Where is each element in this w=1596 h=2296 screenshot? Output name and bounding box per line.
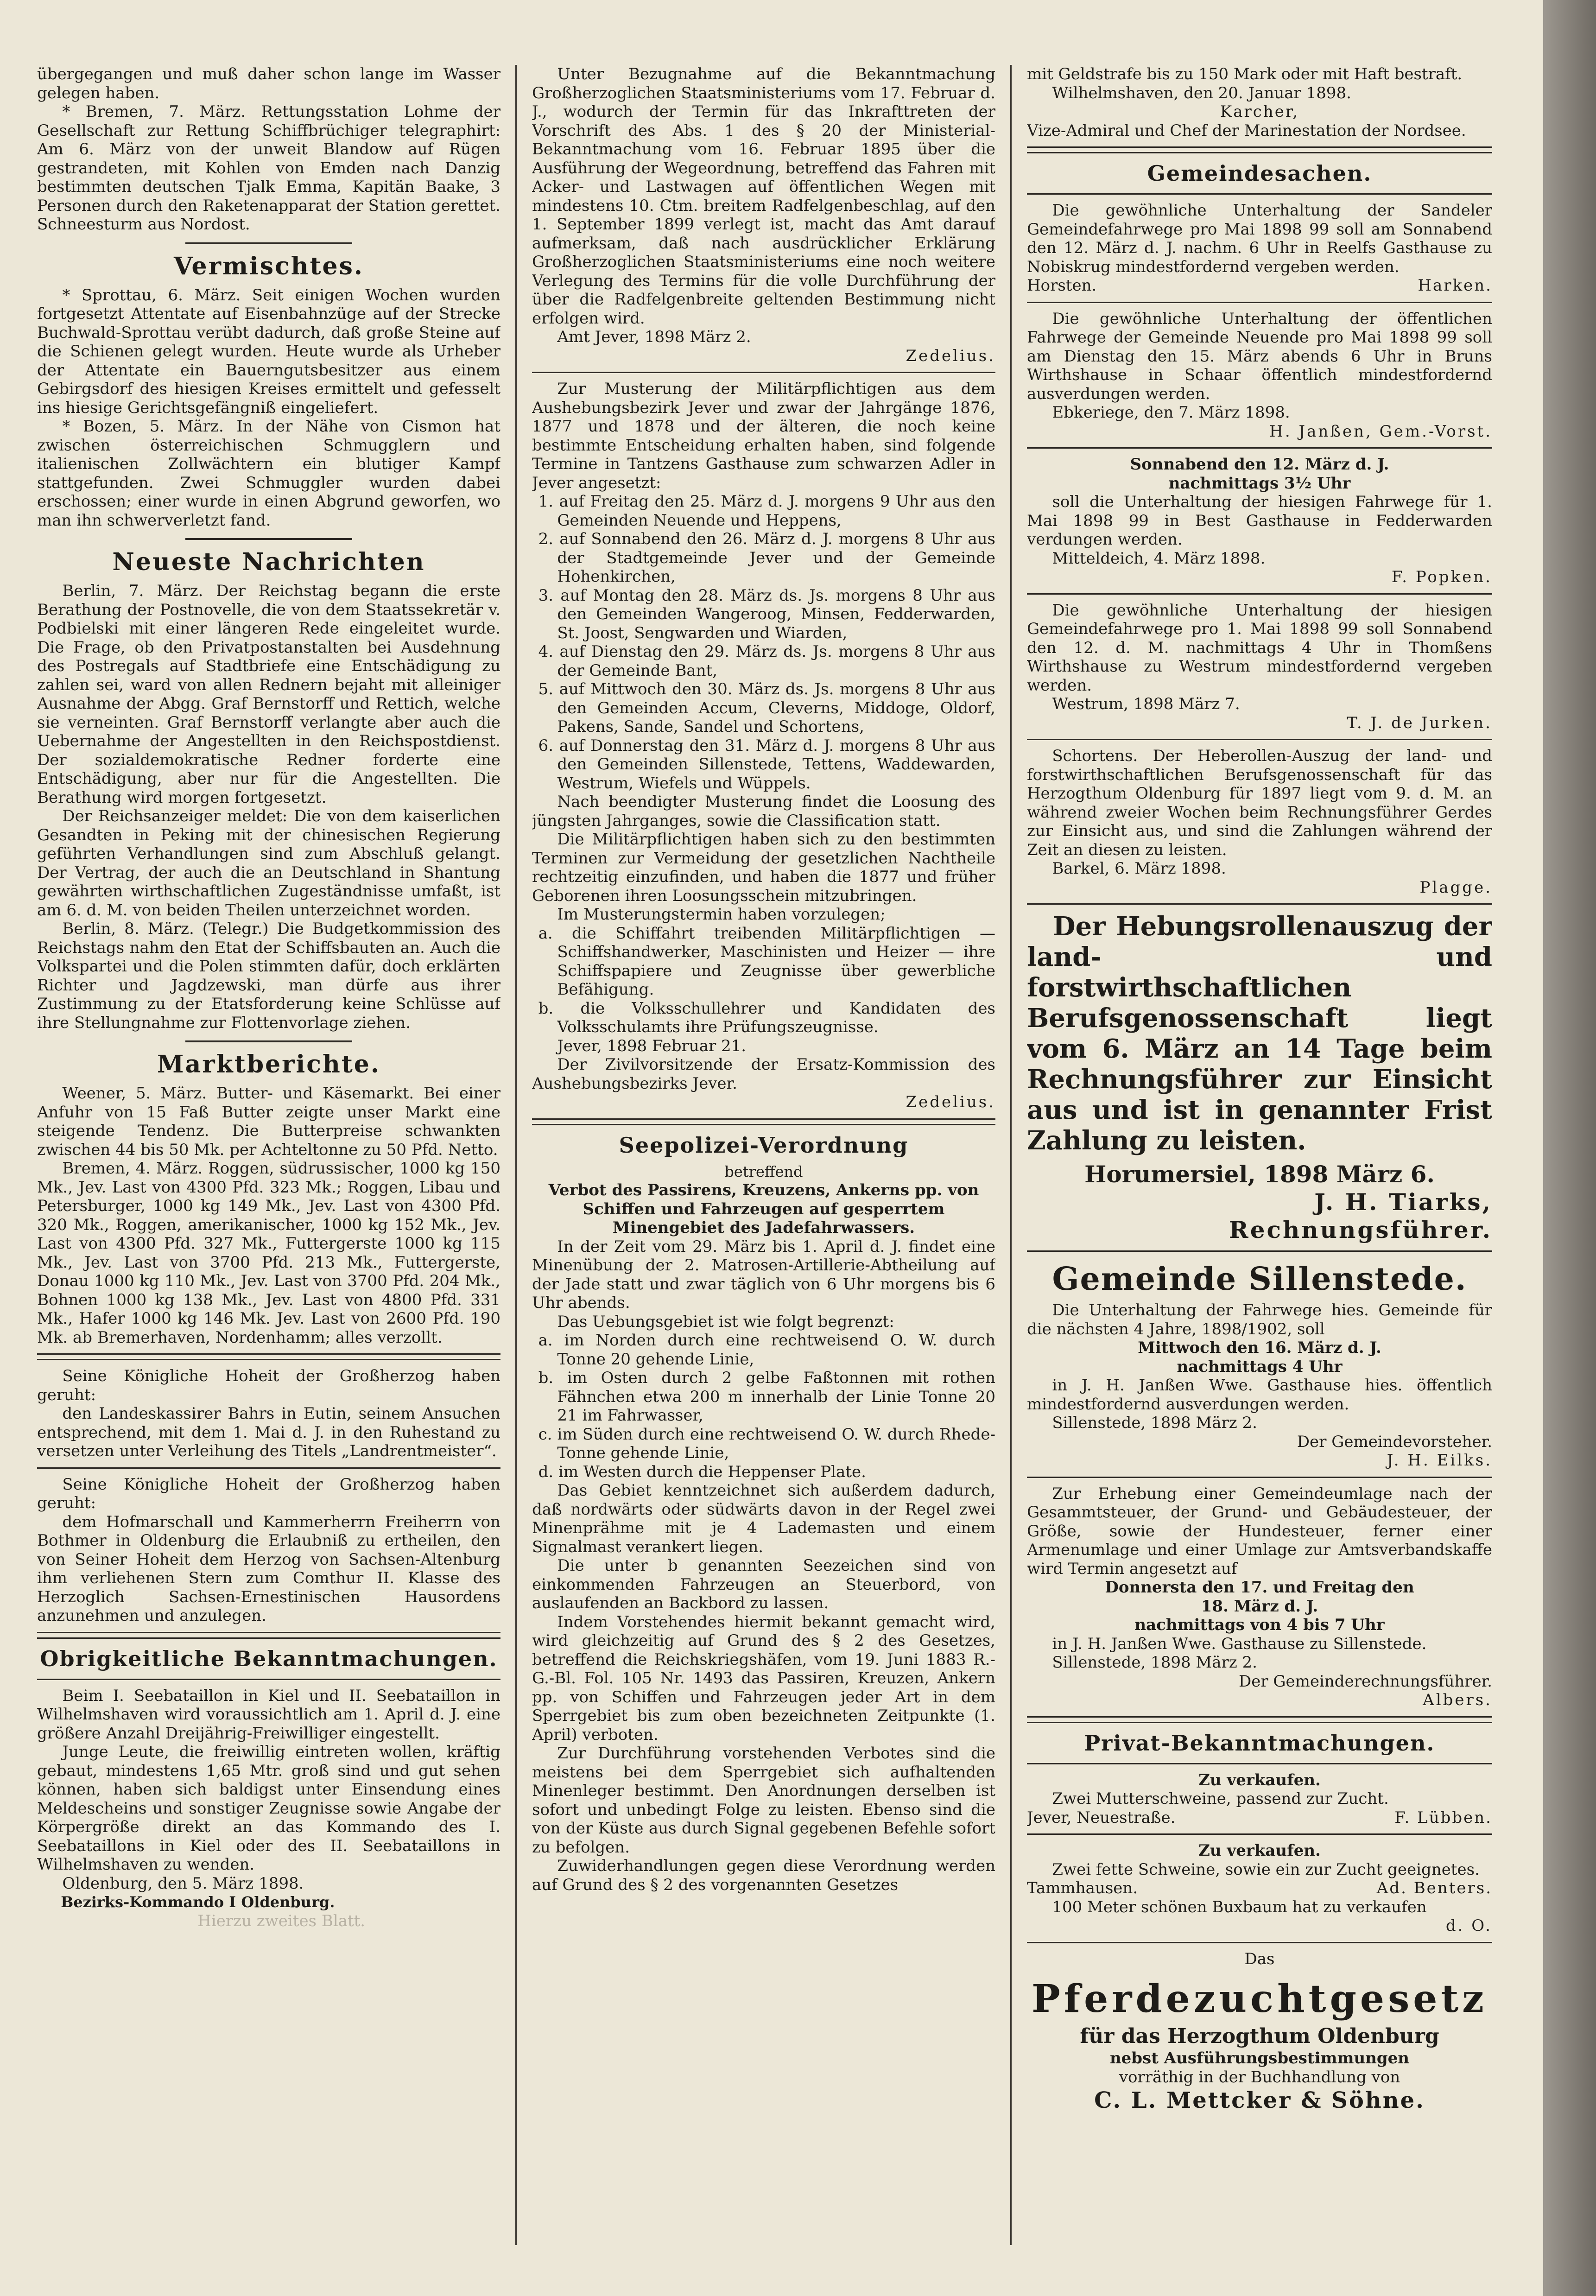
- heading-seepolizei: Seepolizei-Verordnung: [619, 1132, 909, 1158]
- termine-list: [532, 492, 995, 793]
- ad-text: Zwei Mutterschweine, passend zur Zucht.: [1052, 1789, 1389, 1808]
- section-rule: [185, 538, 352, 540]
- heading-sub: betreffend: [724, 1162, 803, 1180]
- vorzulegen-list: [532, 924, 995, 1037]
- notice-zuwiderhandlungen: Zuwiderhandlungen gegen diese Verordnung werden auf Grund des § 2 des vorgenannten Gesetzes: [532, 1857, 995, 1894]
- notice-role: Der Gemeinderechnungsführer.: [1238, 1672, 1492, 1691]
- section-double-rule: [1027, 146, 1492, 153]
- notice-signature-title: Vize-Admiral und Chef der Marinestation der Nordsee.: [1027, 121, 1466, 140]
- section-rule: [1027, 1942, 1492, 1943]
- notice-signature: Zedelius.: [906, 346, 995, 365]
- gebiet-list: [532, 1331, 995, 1481]
- heading-obrigkeitliche: Obrigkeitliche Bekanntmachungen.: [40, 1646, 498, 1671]
- notice-junge-leute: Junge Leute, die freiwillig eintreten wollen, kräftig gebaut, mindestens 1,65 Mtr. groß sind und gut sehen können, haben sich baldigst unter Einsendung eines Meldescheins und sonstiger Zeugnisse sowie Angabe der Körpergröße direkt an das Kommando des I. Seebataillons in Kiel oder des II. Seebataillons in Wilhelmshaven zu wenden.: [37, 1743, 500, 1874]
- notice-date: Mitteldeich, 4. März 1898.: [1052, 549, 1266, 568]
- notice-signature: J. H. Eilks.: [1387, 1451, 1492, 1470]
- notice-fedderwarden: soll die Unterhaltung der hiesigen Fahrwege für 1. Mai 1898 99 in Best Gasthause in Fedderwarden verdungen werden.: [1027, 493, 1492, 549]
- ad-heading: Zu verkaufen.: [1198, 1841, 1321, 1860]
- signature-left: Jever, Neuestraße.: [1027, 1808, 1176, 1827]
- notice-hebungsrolle: Der Hebungsrollenauszug der land- und forstwirthschaftlichen Berufsgenossenschaft liegt vom 6. März an 14 Tage beim Rechnungsführer zur Einsicht aus und ist in genannter Frist Zahlung zu leisten.: [1027, 911, 1492, 1156]
- notice-signature: F. Popken.: [1391, 568, 1492, 586]
- list-item: 5. auf Mittwoch den 30. März ds. Js. morgens 8 Uhr aus den Gemeinden Accum, Cleverns, Middoge, Oldorf, Pakens, Sande, Sandel und Schortens,: [538, 680, 995, 736]
- heading-neueste-nachrichten: Neueste Nachrichten: [112, 548, 425, 576]
- heading-verbot: Verbot des Passirens, Kreuzens, Ankerns pp. von Schiffen und Fahrzeugen auf gesperrtem Minengebiet des Jadefahrwassers.: [548, 1181, 979, 1237]
- article-bremen: * Bremen, 7. März. Rettungsstation Lohme der Gesellschaft zur Rettung Schiffbrüchiger telegraphirt: Am 6. März von der unweit Blandow auf Rügen gestrandeten, mit Kohlen von Emden nach Danzig bestimmten deutschen Tjalk Emma, Kapitän Baake, 3 Personen durch den Raketenapparat der Station gerettet. Schneesturm aus Nordost.: [37, 102, 500, 234]
- notice-role: Der Gemeindevorsteher.: [1297, 1432, 1492, 1451]
- notice-date: Amt Jever, 1898 März 2.: [557, 328, 751, 346]
- notice-time-line: Mittwoch den 16. März d. J.: [1138, 1338, 1381, 1357]
- notice-hoheit-1-detail: den Landeskassirer Bahrs in Eutin, seinem Ansuchen entsprechend, mit dem 1. Mai d. J. in den Ruhestand zu versetzen unter Verleihung des Titels „Landrentmeister“.: [37, 1404, 500, 1460]
- section-rule: [1027, 739, 1492, 740]
- section-rule: [1027, 1833, 1492, 1835]
- notice-signature: Zedelius.: [906, 1093, 995, 1111]
- heading-privat: Privat-Bekanntmachungen.: [1084, 1730, 1435, 1756]
- list-item: 3. auf Montag den 28. März ds. Js. morgens 8 Uhr aus den Gemeinden Wangeroog, Minsen, Fedderwarden, St. Joost, Sengwarden und Wiarden,: [538, 586, 995, 642]
- ad-subheading: für das Herzogthum Oldenburg: [1080, 2024, 1439, 2048]
- article-weener: Weener, 5. März. Butter- und Käsemarkt. Bei einer Anfuhr von 15 Faß Butter zeigte unser Markt eine steigende Tendenz. Die Butterpreise schwankten zwischen 44 bis 50 Mk. per Achteltonne zu 50 Pfd. Netto.: [37, 1084, 500, 1159]
- page-edge-shadow: [1543, 0, 1596, 2296]
- section-rule: [37, 1467, 500, 1469]
- column-right: [1027, 65, 1492, 2277]
- notice-radfelgen: Unter Bezugnahme auf die Bekanntmachung Großherzoglichen Staatsministeriums vom 17. Februar d. J., wodurch der Termin für das Inkrafttreten der Vorschrift des Abs. 1 des § 20 der Ministerial-Bekanntmachung vom 16. Februar 1895 über die Ausführung der Wegeordnung, betreffend das Fahren mit Acker- und Lastwagen auf öffentlichen Wegen mit mindestens 10. Ctm. breitem Radfelgenbeschlag, auf den 1. September 1899 verlegt ist, macht das Amt darauf aufmerksam, daß nach ausdrücklicher Erklärung Großherzoglichen Staatsministeriums eine noch weitere Verlegung des Termins für die volle Durchführung der über die Radfelgenbreite geltenden Bestimmung nicht erfolgen wird.: [532, 65, 995, 328]
- notice-time-line: Sonnabend den 12. März d. J.: [1130, 455, 1389, 474]
- notice-time-line: 18. März d. J.: [1201, 1597, 1318, 1616]
- ad-heading: Zu verkaufen.: [1198, 1770, 1321, 1789]
- heading-marktberichte: Marktberichte.: [157, 1050, 380, 1078]
- notice-durchfuehrung: Zur Durchführung vorstehenden Verbotes sind die meistens bei dem Sperrgebiet sich aufhaltenden Minenleger bestimmt. Den Anordnungen derselben ist sofort und unbedingt Folge zu leisten. Ebenso sind die von der Küste aus durch Signal gegebenen Befehle sofort zu befolgen.: [532, 1744, 995, 1857]
- section-double-rule: [1027, 1716, 1492, 1723]
- notice-date: Horumersiel, 1898 März 6.: [1084, 1161, 1435, 1188]
- ad-text: 100 Meter schönen Buxbaum hat zu verkaufen: [1052, 1897, 1427, 1916]
- signature-row: [1027, 276, 1492, 295]
- list-item: d. im Westen durch die Heppenser Plate.: [538, 1462, 866, 1481]
- heading-gemeindesachen: Gemeindesachen.: [1147, 161, 1372, 186]
- column-left: [37, 65, 500, 2277]
- notice-signature: d. O.: [1445, 1916, 1492, 1935]
- notice-date: Jever, 1898 Februar 21.: [557, 1036, 747, 1055]
- ad-subheading: nebst Ausführungsbestimmungen: [1109, 2049, 1410, 2068]
- signature-right: Ad. Benters.: [1376, 1879, 1492, 1897]
- notice-date: Ebkeriege, den 7. März 1898.: [1052, 403, 1290, 422]
- notice-seebataillon: Beim I. Seebataillon in Kiel und II. Seebataillon in Wilhelmshaven wird voraussichtlich am 1. April d. J. eine größere Anzahl Dreijährig-Freiwilliger eingestellt.: [37, 1686, 500, 1743]
- section-rule: [1027, 1250, 1492, 1252]
- section-rule: [1027, 447, 1492, 449]
- notice-time-line: nachmittags von 4 bis 7 Uhr: [1134, 1616, 1385, 1634]
- notice-hoheit-2: Seine Königliche Hoheit der Großherzog haben geruht:: [37, 1475, 500, 1512]
- notice-date: Sillenstede, 1898 März 2.: [1052, 1414, 1257, 1432]
- notice-signature: T. J. de Jurken.: [1347, 713, 1492, 732]
- section-rule: [185, 1040, 352, 1042]
- notice-sillenstede: Die Unterhaltung der Fahrwege hies. Gemeinde für die nächsten 4 Jahre, 1898/1902, soll: [1027, 1301, 1492, 1338]
- article-berlin-2: Berlin, 8. März. (Telegr.) Die Budgetkommission des Reichstags nahm den Etat der Schiffsbauten an. Auch die Volkspartei und die Polen stimmten dafür, doch erklärten Richter und Jagdzewski, man dürfe aus ihrer Zustimmung zu der Etatsforderung keine Schlüsse auf ihre Stellungnahme zur Flottenvorlage ziehen.: [37, 920, 500, 1032]
- notice-loosung: Nach beendigter Musterung findet die Loosung des jüngsten Jahrganges, sowie die Classification statt.: [532, 793, 995, 830]
- section-rule: [185, 242, 352, 244]
- notice-date: Oldenburg, den 5. März 1898.: [62, 1874, 304, 1893]
- ad-text: vorräthig in der Buchhandlung von: [1119, 2068, 1400, 2087]
- notice-hoheit-2-detail: dem Hofmarschall und Kammerherrn Freiherrn von Bothmer in Oldenburg die Erlaubniß zu ertheilen, den von Seiner Hoheit dem Herzog von Sachsen-Altenburg ihm verliehenen Stern zum Comthur II. Klasse des Herzoglich Sachsen-Ernestinischen Hausordens anzunehmen und anzulegen.: [37, 1512, 500, 1625]
- signature-row: [1027, 1808, 1492, 1827]
- notice-time-line: Donnersta den 17. und Freitag den: [1105, 1578, 1414, 1597]
- notice-musterung: Zur Musterung der Militärpflichtigen aus dem Aushebungsbezirk Jever und zwar der Jahrgänge 1876, 1877 und 1878 und der älteren, die noch keine bestimmte Entscheidung erhalten haben, sind folgende Termine in Tantzens Gasthause zum schwarzen Adler in Jever angesetzt:: [532, 380, 995, 492]
- list-item: 2. auf Sonnabend den 26. März d. J. morgens 8 Uhr aus der Stadtgemeinde Jever und der Gemeinde Hohenkirchen,: [538, 530, 995, 586]
- column-divider: [515, 65, 517, 2245]
- notice-signature-title: Rechnungsführer.: [1229, 1216, 1492, 1243]
- notice-signature: Plagge.: [1419, 878, 1492, 897]
- section-rule: [1027, 593, 1492, 595]
- notice-seezeichen: Die unter b genannten Seezeichen sind von einkommenden Fahrzeugen an Steuerbord, von auslaufenden an Backbord zu lassen.: [532, 1556, 995, 1612]
- list-item: b. die Volksschullehrer und Kandidaten des Volksschulamts ihre Prüfungszeugnisse.: [538, 999, 995, 1036]
- notice-continuation: mit Geldstrafe bis zu 150 Mark oder mit Haft bestraft.: [1027, 65, 1463, 83]
- notice-indem: Indem Vorstehendes hiermit bekannt gemacht wird, wird gleichzeitig auf Grund des § 2 des Gesetzes, betreffend die Reichskriegshäfen, vom 19. Juni 1883 R.-G.-Bl. Fol. 105 Nr. 1493 das Passiren, Kreuzen, Ankern pp. von Schiffen und Fahrzeugen jeder Art in dem Sperrgebiet bis zum oben bezeichneten Zeitpunkte (1. April) verboten.: [532, 1612, 995, 1744]
- section-rule: [1027, 1477, 1492, 1478]
- section-rule: [1027, 903, 1492, 905]
- section-double-rule: [37, 1353, 500, 1360]
- ad-text: Zwei fette Schweine, sowie ein zur Zucht geeignetes.: [1052, 1860, 1480, 1879]
- bleed-through-text: Hierzu zweites Blatt.: [197, 1911, 366, 1930]
- section-rule: [1027, 1763, 1492, 1764]
- article-bremen-market: Bremen, 4. März. Roggen, südrussischer, 1000 kg 150 Mk., Jev. Last von 4300 Pfd. 323 Mk.; Roggen, Libau und Petersburger, 1000 kg 149 Mk., Jev. Last von 4300 Pfd. 320 Mk., Roggen, amerikanischer, 1000 kg 152 Mk., Jev. Last von 4300 Pfd. 327 Mk., Futtergerste 1000 kg 115 Mk., Jev. Last von 3700 Pfd. 213 Mk., Futtergerste, Donau 1000 kg 110 Mk., Jev. Last von 3700 Pfd. 204 Mk., Bohnen 1000 kg 138 Mk., Jev. Last von 4800 Pfd. 331 Mk., Hafer 1000 kg 146 Mk. Jev. Last von 2600 Pfd. 190 Mk. ab Bremerhaven, Nordenhamm; alles verzollt.: [37, 1159, 500, 1347]
- notice-schortens: Schortens. Der Heberollen-Auszug der land- und forstwirthschaftlichen Berufsgenossenschaft für das Herzogthum Oldenburg für 1897 liegt vom 9. d. M. an während zweier Wochen beim Rechnungsführer Gerdes zur Einsicht aus, und sind die Zahlungen während der Zeit an diesen zu leisten.: [1027, 747, 1492, 859]
- list-item: b. im Osten durch 2 gelbe Faßtonnen mit rothen Fähnchen etwa 200 m innerhalb der Linie Tonne 20 21 im Fahrwasser,: [538, 1369, 995, 1425]
- ad-firm: C. L. Mettcker & Söhne.: [1094, 2087, 1425, 2113]
- notice-westrum: Die gewöhnliche Unterhaltung der hiesigen Gemeindefahrwege pro 1. Mai 1898 99 soll Sonnabend den 12. d. M. nachmittags 4 Uhr in Thomßens Wirthshause zu Westrum mindestfordernd vergeben werden.: [1027, 601, 1492, 695]
- signature-row: [1027, 1879, 1492, 1898]
- notice-uebungsgebiet: Das Uebungsgebiet ist wie folgt begrenzt:: [557, 1312, 894, 1331]
- notice-date: Barkel, 6. März 1898.: [1052, 859, 1226, 878]
- section-rule: [532, 372, 995, 373]
- column-divider: [1010, 65, 1012, 2245]
- section-rule: [37, 1679, 500, 1680]
- heading-pferdezuchtgesetz: Pferdezuchtgesetz: [1032, 1977, 1488, 2021]
- list-item: c. im Süden durch eine rechtweisend O. W. durch Rhede-Tonne gehende Linie,: [538, 1425, 995, 1462]
- notice-signature: Karcher,: [1220, 102, 1299, 121]
- notice-date: Wilhelmshaven, den 20. Januar 1898.: [1052, 83, 1351, 102]
- ad-das: Das: [1244, 1949, 1275, 1968]
- section-double-rule: [37, 1632, 500, 1639]
- signature-left: Horsten.: [1027, 276, 1097, 295]
- signature-left: Tammhausen.: [1027, 1879, 1138, 1897]
- notice-erhebung-2: in J. H. Janßen Wwe. Gasthause zu Sillenstede.: [1052, 1634, 1427, 1653]
- notice-zivilvorsitzende: Der Zivilvorsitzende der Ersatz-Kommission des Aushebungsbezirks Jever.: [532, 1055, 995, 1093]
- heading-gemeinde-sillenstede: Gemeinde Sillenstede.: [1052, 1261, 1467, 1298]
- list-item: 6. auf Donnerstag den 31. März d. J. morgens 8 Uhr aus den Gemeinden Sillenstede, Tettens, Waddewarden, Westrum, Wiefels und Wüppels.: [538, 736, 995, 793]
- list-item: 4. auf Dienstag den 29. März ds. Js. morgens 8 Uhr aus der Gemeinde Bant,: [538, 642, 995, 680]
- notice-signature: Albers.: [1423, 1691, 1492, 1709]
- heading-vermischtes: Vermischtes.: [173, 252, 364, 280]
- notice-date: Sillenstede, 1898 März 2.: [1052, 1653, 1257, 1672]
- notice-signature: H. Janßen, Gem.-Vorst.: [1269, 422, 1492, 441]
- signature-right: Harken.: [1418, 276, 1492, 295]
- notice-kenntlich: Das Gebiet kenntzeichnet sich außerdem dadurch, daß nordwärts oder südwärts davon in der Regel zwei Minenprähme mit je 4 Lademasten und einem Signalmast verankert liegen.: [532, 1481, 995, 1556]
- article-reichsanzeiger: Der Reichsanzeiger meldet: Die von dem kaiserlichen Gesandten in Peking mit der chinesischen Regierung geführten Verhandlungen sind zum Abschluß gelangt. Der Vertrag, der auch die an Deutschland in Shantung gewährten wirthschaftlichen Zugeständnisse umfaßt, ist am 6. d. M. von beiden Theilen unterzeichnet worden.: [37, 807, 500, 920]
- article-bozen: * Bozen, 5. März. In der Nähe von Cismon hat zwischen österreichischen Schmugglern und italienischen Zollwächtern ein blutiger Kampf stattgefunden. Zwei Schmuggler wurden dabei erschossen; einer wurde in einen Abgrund geworfen, wo man ihn schwerverletzt fand.: [37, 417, 500, 530]
- list-item: a. im Norden durch eine rechtweisend O. W. durch Tonne 20 gehende Linie,: [538, 1331, 995, 1369]
- notice-neuende: Die gewöhnliche Unterhaltung der öffentlichen Fahrwege der Gemeinde Neuende pro Mai 1898 99 soll am Dienstag den 15. März abends 6 Uhr in Bruns Wirthshause in Schaar öffentlich mindestfordernd ausverdungen werden.: [1027, 309, 1492, 403]
- notice-signature: Bezirks-Kommando I Oldenburg.: [61, 1893, 335, 1911]
- notice-erhebung: Zur Erhebung einer Gemeindeumlage nach der Gesammtsteuer, der Grund- und Gebäudesteuer, der Größe, sowie der Hundesteuer, ferner einer Armenumlage und einer Umlage zur Amtsverbandskaffe wird Termin angesetzt auf: [1027, 1484, 1492, 1578]
- notice-vorzulegen: Im Musterungstermin haben vorzulegen;: [557, 905, 886, 924]
- notice-minenuebung: In der Zeit vom 29. März bis 1. April d. J. findet eine Minenübung der 2. Matrosen-Artillerie-Abtheilung auf der Jade statt und zwar täglich von 6 Uhr morgens bis 6 Uhr abends.: [532, 1237, 995, 1312]
- notice-date: Westrum, 1898 März 7.: [1052, 695, 1240, 713]
- notice-hoheit-1: Seine Königliche Hoheit der Großherzog haben geruht:: [37, 1367, 500, 1404]
- notice-sande: Die gewöhnliche Unterhaltung der Sandeler Gemeindefahrwege pro Mai 1898 99 soll am Sonnabend den 12. März d. J. nachm. 6 Uhr in Reelfs Gasthause zu Nobiskrug mindestfordernd vergeben werden.: [1027, 201, 1492, 276]
- notice-time-line: nachmittags 3½ Uhr: [1168, 474, 1351, 493]
- article-berlin-1: Berlin, 7. März. Der Reichstag begann die erste Berathung der Postnovelle, die von dem Staatssekretär v. Podbielski mit einer längeren Rede eingeleitet wurde. Die Frage, ob den Privatpostanstalten bei Ausdehnung des Postregals auf Stadtbriefe eine Entschädigung zu zahlen sei, ward von allen Rednern bejaht mit alleiniger Ausnahme der Abgg. Graf Bernstorff und Rettich, welche sie verneinten. Graf Bernstorff verlangte aber auch die Uebernahme der Angestellten in den Reichspostdienst. Der sozialdemokratische Redner forderte eine Entschädigung, aber nur für die Angestellten. Die Berathung wird morgen fortgesetzt.: [37, 582, 500, 807]
- notice-signature: J. H. Tiarks,: [1314, 1188, 1492, 1216]
- column-middle: [532, 65, 995, 2277]
- list-item: a. die Schiffahrt treibenden Militärpflichtigen — Schiffshandwerker, Maschinisten und Heizer — ihre Schiffspapiere und Zeugnisse über gewerbliche Befähigung.: [538, 924, 995, 999]
- section-rule: [1027, 302, 1492, 303]
- list-item: 1. auf Freitag den 25. März d. J. morgens 9 Uhr aus den Gemeinden Neuende und Heppens,: [538, 492, 995, 530]
- notice-militaer: Die Militärpflichtigen haben sich zu den bestimmten Terminen zur Vermeidung der gesetzlichen Nachtheile rechtzeitig einzufinden, und haben die 1877 und früher Geborenen ihren Loosungsschein mitzubringen.: [532, 830, 995, 905]
- article-sprottau: * Sprottau, 6. März. Seit einigen Wochen wurden fortgesetzt Attentate auf Eisenbahnzüge auf der Strecke Buchwald-Sprottau verübt dadurch, daß große Steine auf die Schienen gelegt wurden. Heute wurde als Urheber der Attentate ein Bauerngutsbesitzer aus einem Gebirgsdorf des hiesigen Kreises ermittelt und gefesselt ins hiesige Gerichtsgefängniß eingeliefert.: [37, 285, 500, 417]
- section-rule: [1027, 193, 1492, 195]
- signature-right: F. Lübben.: [1394, 1808, 1492, 1827]
- notice-sillenstede-2: in J. H. Janßen Wwe. Gasthause hies. öffentlich mindestfordernd ausverdungen werden.: [1027, 1376, 1492, 1414]
- section-double-rule: [532, 1118, 995, 1125]
- notice-time-line: nachmittags 4 Uhr: [1177, 1357, 1343, 1376]
- article-continuation: übergegangen und muß daher schon lange im Wasser gelegen haben.: [37, 65, 500, 102]
